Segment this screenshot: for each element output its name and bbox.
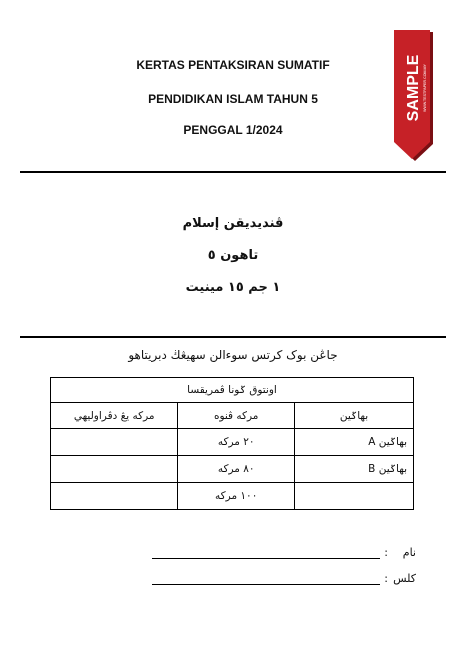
cell-marks-obtained[interactable]: [51, 483, 178, 510]
table-row: [51, 429, 414, 456]
cell-marks-obtained[interactable]: [51, 456, 178, 483]
cell-part: [295, 483, 414, 510]
header-subject: PENDIDIKAN ISLAM TAHUN 5: [148, 92, 318, 106]
name-label: نام: [402, 546, 416, 559]
jawi-year: تاهون ٥: [207, 248, 259, 263]
jawi-subject-title: ڤنديديقن إسلام: [182, 216, 284, 231]
table-row: [51, 456, 414, 483]
header-part: بهاݢين: [295, 403, 414, 429]
cell-full-marks: ٢٠ مرکه: [178, 429, 295, 456]
class-label: کلس: [393, 572, 416, 585]
cell-marks-obtained[interactable]: [51, 429, 178, 456]
sample-text: SAMPLE: [405, 54, 422, 122]
jawi-duration: ١ جم ١٥ مينيت: [185, 280, 281, 295]
class-colon: :: [384, 572, 388, 585]
class-underline[interactable]: [152, 584, 380, 585]
table-caption: اونتوق ݢونا ڤمريقسا: [51, 378, 414, 403]
sample-url: WWW.TESTPAPER.COM.MY: [423, 64, 427, 112]
name-colon: :: [384, 546, 388, 559]
header-marks-obtained: مرکه يڠ دڤراوليهي: [51, 403, 178, 429]
class-field[interactable]: [150, 572, 416, 590]
cell-part: بهاݢين B: [295, 456, 414, 483]
top-divider: [20, 171, 446, 173]
header-paper-title: KERTAS PENTAKSIRAN SUMATIF: [136, 58, 330, 72]
name-underline[interactable]: [152, 558, 380, 559]
table-row-total: [51, 483, 414, 510]
cell-full-marks: ٨٠ مرکه: [178, 456, 295, 483]
sample-watermark-ribbon: [394, 30, 434, 162]
cell-total-marks: ١٠٠ مرکه: [178, 483, 295, 510]
examiner-marks-table: [50, 377, 414, 510]
middle-divider: [20, 336, 446, 338]
header-full-marks: مرکه ڤنوه: [178, 403, 295, 429]
instruction-text: جاڠن بوک کرتس سوءالن سهيڠڬ دبريتاهو: [128, 348, 338, 362]
name-field[interactable]: [150, 546, 416, 564]
header-term: PENGGAL 1/2024: [183, 123, 283, 137]
cell-part: بهاݢين A: [295, 429, 414, 456]
